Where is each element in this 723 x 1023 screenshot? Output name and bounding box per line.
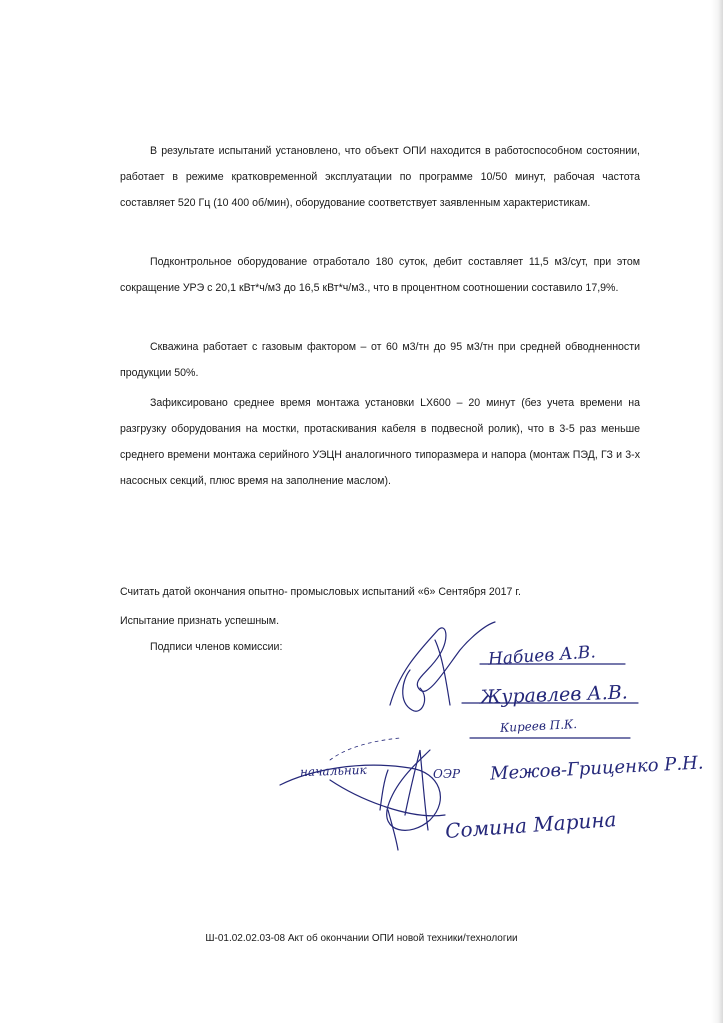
conclusion-date: Считать датой окончания опытно- промысловых испытаний «6» Сентября 2017 г. bbox=[120, 586, 521, 598]
handwritten-title: начальник bbox=[299, 762, 367, 780]
paragraph-installation-time: Зафиксировано среднее время монтажа установки LX600 – 20 минут (без учета времени на разгрузку оборудования на мостки, протаскивания кабеля в подвесной ролик), что в 3-5 раз меньше среднего времени монтажа серийного УЭЦН аналогичного типоразмера и напора (монтаж ПЭД, ГЗ и 3-х насосных секций, плюс время на заполнение маслом). bbox=[120, 397, 640, 487]
paragraph-gas-factor: Скважина работает с газовым фактором – от 60 м3/тн до 95 м3/тн при средней обводненности продукции 50%. bbox=[120, 341, 640, 379]
handwritten-signature-3: Киреев П.К. bbox=[499, 716, 578, 736]
success-statement: Испытание признать успешным. bbox=[120, 615, 280, 627]
paragraph-test-results: В результате испытаний установлено, что объект ОПИ находится в работоспособном состоянии, работает в режиме кратковременной эксплуатации по программе 10/50 минут, рабочая частота составляет 520 Гц (10 400 об/мин), оборудование соответствует заявленным характеристикам. bbox=[120, 145, 640, 209]
paragraph-operating-time: Подконтрольное оборудование отработало 180 суток, дебит составляет 11,5 м3/сут, при этом сокращение УРЭ с 20,1 кВт*ч/м3 до 16,5 кВт*ч/м3., что в процентном соотношении составило 17,9%. bbox=[120, 256, 640, 294]
handwritten-signature-5: Сомина Марина bbox=[444, 807, 618, 843]
handwritten-signature-2: Журавлев А.В. bbox=[479, 681, 629, 709]
handwritten-department: ОЭР bbox=[433, 767, 461, 781]
signatures-label: Подписи членов комиссии: bbox=[150, 641, 283, 653]
handwritten-signature-4: Межов-Гриценко Р.Н. bbox=[489, 752, 705, 785]
page-edge-shadow bbox=[711, 0, 723, 1023]
handwritten-signature-1: Набиев А.В. bbox=[487, 642, 597, 670]
document-footer: Ш-01.02.02.03-08 Акт об окончании ОПИ новой техники/технологии bbox=[205, 933, 518, 944]
